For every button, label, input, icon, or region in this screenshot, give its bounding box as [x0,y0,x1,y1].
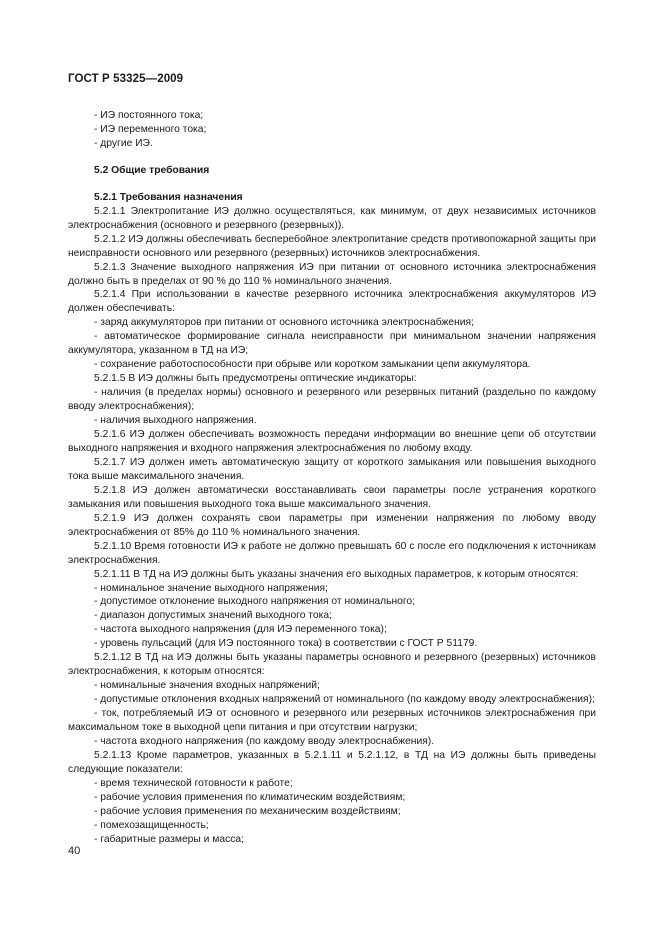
clause-5-2-1-6: 5.2.1.6 ИЭ должен обеспечивать возможность передачи информации во внешние цепи об отсутствии выходного напряжения и входного напряжения электроснабжения по любому входу. [68,429,596,454]
list-item: - время технической готовности к работе; [94,777,293,789]
clause-5-2-1-7: 5.2.1.7 ИЭ должен иметь автоматическую защиту от короткого замыкания или повышения выходного тока выше максимального значения. [68,456,596,482]
list-item: - помехозащищенность; [94,819,209,831]
list-item: - ИЭ постоянного тока; [94,110,204,121]
clause-5-2-1-1: 5.2.1.1 Электропитание ИЭ должно осуществляться, как минимум, от двух независимых источников электроснабжения (основного и резервного (резервных)). [68,205,596,231]
list-item: - диапазон допустимых значений выходного тока; [94,610,332,622]
list-item: - уровень пульсаций (для ИЭ постоянного тока) в соответствии с ГОСТ Р 51179. [94,638,478,650]
clause-5-2-1-9: 5.2.1.9 ИЭ должен сохранять свои параметры при изменении напряжения по любому вводу электроснабжения от 85% до 110 % номинального значения. [68,512,596,538]
list-item: - ток, потребляемый ИЭ от основного и резервного или резервных источников электроснабжения при максимальном токе в выходной цепи питания и при отсутствии нагрузки; [68,708,596,734]
list-item: - наличия выходного напряжения. [94,415,257,427]
clause-5-2-1-5: 5.2.1.5 В ИЭ должны быть предусмотрены оптические индикаторы: [94,373,417,385]
subsection-heading: 5.2.1 Требования назначения [94,191,243,203]
clause-5-2-1-2: 5.2.1.2 ИЭ должны обеспечивать бесперебойное электропитание средств противопожарной защиты при неисправности основного или резервного (резервных) источников электроснабжения. [68,233,596,259]
list-item: - рабочие условия применения по механическим воздействиям; [94,805,401,817]
clause-5-2-1-3: 5.2.1.3 Значение выходного напряжения ИЭ при питании от основного источника электроснабжения должно быть в пределах от 90 % до 110 % номинального значения. [68,261,596,287]
list-item: - другие ИЭ. [94,137,153,149]
list-item: - частота выходного напряжения (для ИЭ переменного тока); [94,624,387,636]
list-item: - номинальные значения входных напряжений; [94,680,320,692]
list-item: - номинальное значение выходного напряжения; [94,582,328,594]
clause-5-2-1-11: 5.2.1.11 В ТД на ИЭ должны быть указаны значения его выходных параметров, к которым относятся: [94,568,579,580]
page-number: 40 [68,845,81,857]
standard-designation: ГОСТ Р 53325—2009 [68,73,184,85]
clause-5-2-1-10: 5.2.1.10 Время готовности ИЭ к работе не должно превышать 60 с после его подключения к источникам электроснабжения. [68,540,596,566]
list-item: - автоматическое формирование сигнала неисправности при минимальном значении напряжения аккумулятора, указанном в ТД на ИЭ; [68,331,596,357]
list-item: - ИЭ переменного тока; [94,123,207,135]
list-item: - частота входного напряжения (по каждому вводу электроснабжения). [94,735,435,747]
clause-5-2-1-4: 5.2.1.4 При использовании в качестве резервного источника электроснабжения аккумуляторов ИЭ должен обеспечивать: [68,289,596,315]
list-item: - допустимое отклонение выходного напряжения от номинального; [94,596,416,608]
list-item: - габаритные размеры и масса; [94,833,244,845]
list-item: - рабочие условия применения по климатическим воздействиям; [94,791,406,803]
clause-5-2-1-12: 5.2.1.12 В ТД на ИЭ должны быть указаны параметры основного и резервного (резервных) источников электроснабжения, к которым относятся: [68,652,596,678]
list-item: - сохранение работоспособности при обрыве или коротком замыкании цепи аккумулятора. [94,359,531,371]
list-item: - заряд аккумуляторов при питании от основного источника электроснабжения; [94,317,474,329]
document-body [68,109,596,847]
list-item: - наличия (в пределах нормы) основного и резервного или резервных питаний (раздельно по каждому вводу электроснабжения); [68,387,596,413]
clause-5-2-1-8: 5.2.1.8 ИЭ должен автоматически восстанавливать свои параметры после устранения короткого замыкания или повышения выходного тока выше максимального значения. [68,484,596,510]
list-item: - допустимые отклонения входных напряжений от номинального (по каждому вводу электроснабжения); [94,694,595,706]
section-heading: 5.2 Общие требования [94,164,210,176]
clause-5-2-1-13: 5.2.1.13 Кроме параметров, указанных в 5.2.1.11 и 5.2.1.12, в ТД на ИЭ должны быть приведены следующие показатели: [68,749,596,775]
